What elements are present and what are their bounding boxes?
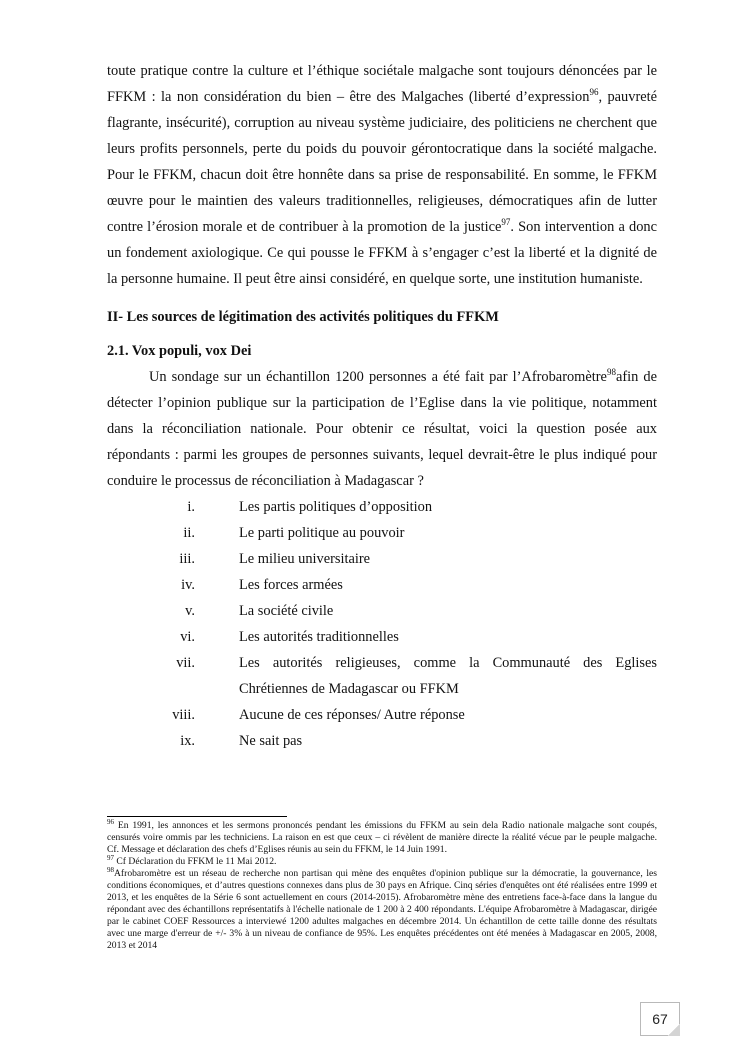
page-curl-icon xyxy=(668,1024,680,1036)
list-item: i. Les partis politiques d’opposition xyxy=(187,499,433,515)
section-heading-ii: II- Les sources de légitimation des activités politiques du FFKM xyxy=(107,309,499,325)
page-number: 67 xyxy=(640,1002,680,1036)
footnotes xyxy=(107,820,657,952)
list-item: v. La société civile xyxy=(185,603,334,619)
list-item: vii. Les autorités religieuses, comme la Communauté des Eglises Chrétiennes de Madagascar ou FFKM xyxy=(176,655,657,697)
list-item: vi. Les autorités traditionnelles xyxy=(180,629,399,645)
list-item: iv. Les forces armées xyxy=(181,577,343,593)
footnote-96: $^{96}$ En 1991, les annonces et les sermons prononcés pendant les émissions du FFKM au sein dela Radio nationale malgache sont coupés, censurés voire ommis par les techniciens. La raison en est que ceux – ci révèlent de manière directe la réalité vécue par le peuple malgache. Cf. Message et déclaration des chefs d’Eglises réunis au sein du FFKM, le 14 Juin 1991. xyxy=(107,818,657,855)
footnote-ref-98[interactable]: 98 xyxy=(606,367,616,377)
list-item: ii. Le parti politique au pouvoir xyxy=(183,525,405,541)
footnote-separator xyxy=(107,816,287,817)
paragraph-1: toute pratique contre la culture et l’éthique sociétale malgache sont toujours dénoncées par le FFKM : la non considération du bien – être des Malgaches (liberté d’expression$^{96}$, pauvreté flagrante, insécurité), corruption au niveau système judiciaire, des politiciens ne cherchent que leurs profits personnels, perte du poids du pouvoir gérontocratique dans la société malgache. Pour le FFKM, chacun doit être honnête dans sa prise de responsabilité. En somme, le FFKM œuvre pour le maintien des valeurs traditionnelles, religieuses, démocratiques afin de lutter contre l’érosion morale et de contribuer à la promotion de la justice$^{97}$. Son intervention a donc un fondement axiologique. Ce qui pousse le FFKM à s’engager c’est la liberté et la dignité de la personne humaine. Il peut être ainsi considéré, en quelque sorte, une institution humaniste. xyxy=(107,63,658,287)
response-options-list xyxy=(107,494,657,754)
subsection-heading-2-1: 2.1. Vox populi, vox Dei xyxy=(107,343,252,359)
footnote-98: $^{98}$Afrobaromètre est un réseau de recherche non partisan qui mène des enquêtes d'opinion publique sur la démocratie, la gouvernance, les conditions économiques, et d’autres questions connexes dans plus de 30 pays en Afrique. Cinq séries d'enquêtes ont été réalisées entre 1999 et 2013, et les enquêtes de la Série 6 sont actuellement en cours (2014-2015). Afrobaromètre mène des entretiens face-à-face dans la langue du répondant avec des échantillons représentatifs à l'échelle nationale de 1 200 à 2 400 répondants. L'équipe Afrobaromètre à Madagascar, dirigée par le cabinet COEF Ressources a interviewé 1200 adultes malgaches en décembre 2014. Un échantillon de cette taille donne des résultats avec une marge d'erreur de +/- 3% à un niveau de confiance de 95%. Les enquêtes précédentes ont été menées à Madagascar en 2005, 2008, 2013 et 2014 xyxy=(107,866,657,951)
footnote-97: $^{97}$ Cf Déclaration du FFKM le 11 Mai 2012. xyxy=(107,854,277,867)
list-item: iii. Le milieu universitaire xyxy=(179,551,371,567)
footnote-ref-96[interactable]: 96 xyxy=(589,87,599,97)
footnote-ref-97[interactable]: 97 xyxy=(501,217,511,227)
list-item: ix. Ne sait pas xyxy=(180,733,303,749)
paragraph-2: Un sondage sur un échantillon 1200 personnes a été fait par l’Afrobaromètre$^{98}$afin de détecter l’opinion publique sur la participation de l’Eglise dans la vie politique, notamment dans la réconciliation nationale. Pour obtenir ce résultat, voici la question posée aux répondants : parmi les groupes de personnes suivants, lequel devrait-être le plus indiqué pour conduire le processus de réconciliation à Madagascar ? xyxy=(107,367,657,489)
page-body xyxy=(107,58,657,754)
list-item: viii. Aucune de ces réponses/ Autre réponse xyxy=(172,707,465,723)
